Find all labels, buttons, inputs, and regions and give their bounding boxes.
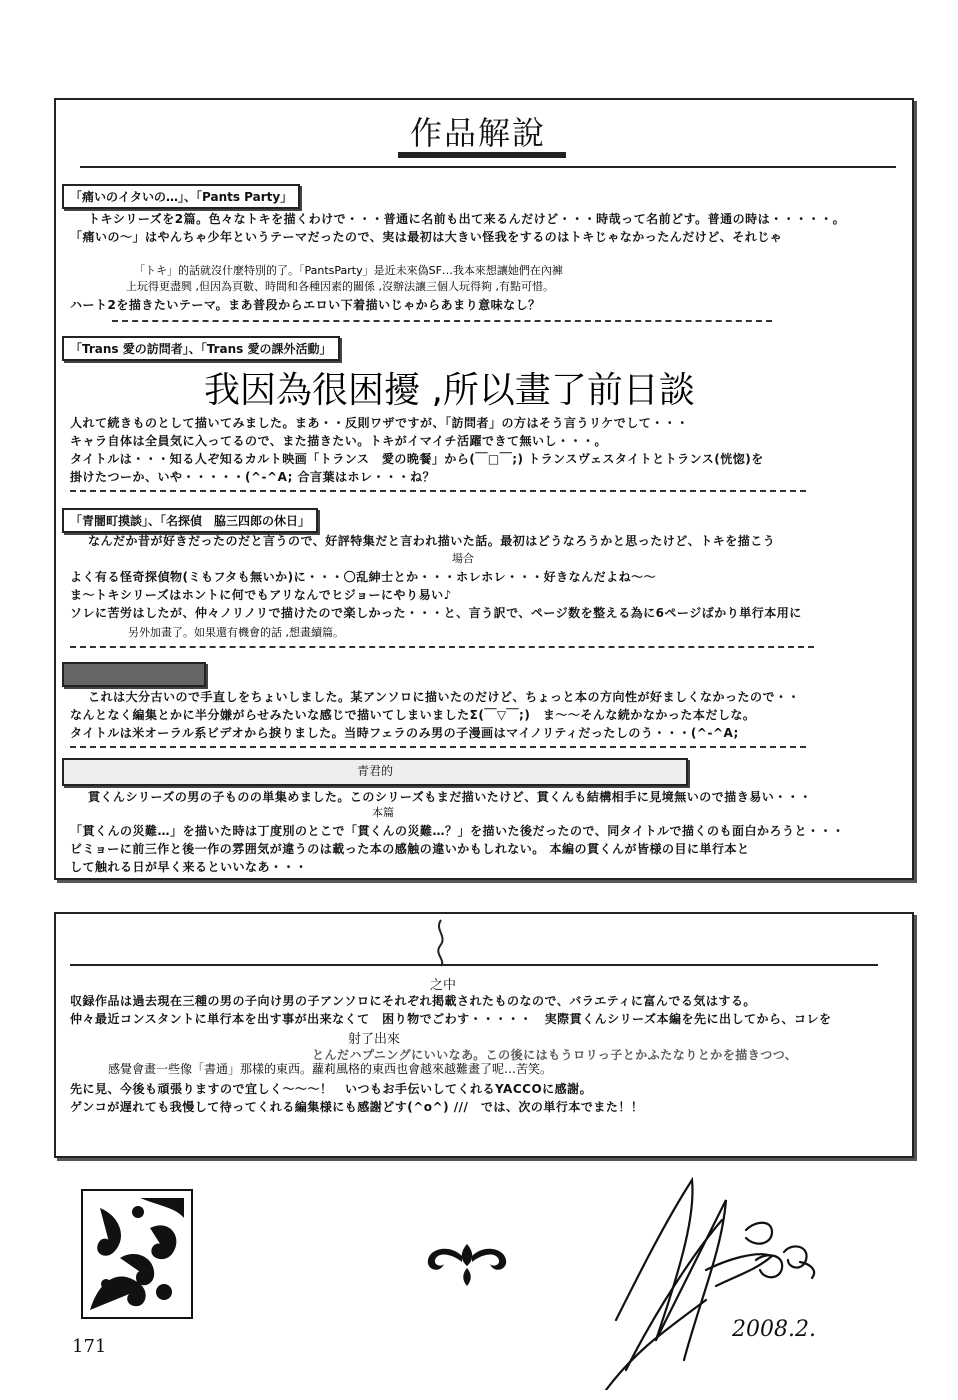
section-heading-4 xyxy=(62,662,206,687)
section3-text-3: ま～トキシリーズはホントに何でもアリなんでヒジョーにやり易い♪ xyxy=(70,588,452,602)
section5-translation-label: 本篇 xyxy=(372,806,394,819)
divider xyxy=(70,646,814,648)
afterword-translation: 感覺會畫一些像「書通」那樣的東西。蘿莉風格的東西也會越來越難畫了呢…苦笑。 xyxy=(108,1062,553,1076)
section3-translation-label: 場合 xyxy=(452,552,474,565)
section4-text-1: これは大分古いので手直しをちょいしました。某アンソロに描いたのだけど、ちょっと本の方向性が好ましくなかったので・・ xyxy=(88,690,801,704)
afterword-text-4: ゲンコが遅れても我慢して待ってくれる編集様にも感謝どす(^o^) /// では、次の単行本でまた！！ xyxy=(70,1100,644,1114)
signature-date: 2008.2. xyxy=(732,1317,816,1342)
afterword-text-2: 仲々最近コンスタントに単行本を出す事が出来なくて 困り物でごわす・・・・・ 実際貫くんシリーズ本編を先に出してから、コレを xyxy=(70,1012,832,1026)
section1-text-3: ハート2を描きたいテーマ。まあ普段からエロい下着描いじゃからあまり意味なし？ xyxy=(70,298,541,312)
afterword-text-partial: とんだハプニングにいいなあ。この後にはもうロリっ子とかふたなりとかを描きつつ、 xyxy=(312,1048,798,1062)
divider xyxy=(70,964,878,966)
page-number: 171 xyxy=(72,1336,107,1357)
section-heading-3: 「青闇町摸談」、「名探偵 脇三四郎の休日」 xyxy=(62,508,318,533)
section3-text-1: なんだか昔が好きだったのだと言うので、好評特集だと言われ描いた話。最初はどうなろうかと思ったけど、トキを描こう xyxy=(88,534,776,548)
section5-text-1: 貫くんシリーズの男の子ものの単集めました。このシリーズもまだ描いたけど、貫くんも結構相手に見境無いので描き易い・・・ xyxy=(88,790,812,804)
divider xyxy=(80,166,896,168)
section3-text-4: ソレに苦労はしたが、仲々ノリノリで描けたので楽しかった・・・と、言う訳で、ページ数を整える為に6ページばかり単行本用に xyxy=(70,606,802,620)
section1-translation-1: 「トキ」的話就沒什麼特別的了。「PantsParty」是近未來偽SF…我本來想讓她們在內褲 xyxy=(134,264,563,277)
afterword-panel xyxy=(54,912,914,1158)
section5-text-3: ビミョーに前三作と後一作の雰囲気が違うのは載った本の感触の違いかもしれない。 本編の貫くんが皆様の目に単行本と xyxy=(70,842,750,856)
divider xyxy=(70,746,806,748)
section-heading-1: 「痛いのイタいの…」、「Pants Party」 xyxy=(62,184,300,209)
section2-text-1: 人れて続きものとして描いてみました。まあ・・反則ワザですが、「訪問者」の方はそう言うリケでして・・・ xyxy=(70,416,689,430)
section5-text-4: して触れる日が早く来るといいなあ・・・ xyxy=(70,860,308,874)
section2-translation-title: 我因為很困擾 ,所以畫了前日談 xyxy=(204,370,695,411)
title-underline xyxy=(398,152,566,158)
afterword-text-1: 収録作品は過去現在三種の男の子向け男の子アンソロにそれぞれ掲載されたものなので、バラエティに富んでる気はする。 xyxy=(70,994,756,1008)
afterword-translation-label-1: 之中 xyxy=(430,978,457,993)
artist-signature xyxy=(596,1160,836,1390)
floral-corner-ornament xyxy=(80,1188,194,1320)
section1-text-1: トキシリーズを2篇。色々なトキを描くわけで・・・普通に名前も出て来るんだけど・・・時哉って名前どす。普通の時は・・・・・。 xyxy=(88,212,846,226)
section3-text-2: よく有る怪奇探偵物(ミもフタも無いか)に・・・〇乱紳士とか・・・ホレホレ・・・好きなんだよね～～ xyxy=(70,570,657,584)
section3-translation: 另外加畫了。如果還有機會的話 ,想畫續篇。 xyxy=(128,626,344,639)
divider xyxy=(112,320,772,322)
section4-text-2: なんとなく編集とかに半分嫌がらせみたいな感じで描いてしまいましたΣ(￣▽￣;) ま～～そんな続かなかった本だしな。 xyxy=(70,708,756,722)
section-heading-2: 「Trans 愛の訪問者」、「Trans 愛の課外活動」 xyxy=(62,336,340,361)
section-heading-5: 青君的 xyxy=(62,758,688,786)
section2-text-2: キャラ自体は全員気に入ってるので、また描きたい。トキがイマイチ活躍できて無いし・・・。 xyxy=(70,434,608,448)
section4-text-3: タイトルは米オーラル系ビデオから捩りました。当時フェラのみ男の子漫画はマイノリティだったしのう・・・(^-^A; xyxy=(70,726,739,740)
section2-text-4: 掛けたつーか、いや・・・・・(^-^A; 合言葉はホレ・・・ね？ xyxy=(70,470,436,484)
divider xyxy=(70,490,806,492)
flourish-ornament xyxy=(422,1238,512,1288)
afterword-translation-label-2: 射了出來 xyxy=(348,1032,401,1047)
afterword-text-3: 先に見、今後も頑張りますので宜しく～～～！ いつもお手伝いしてくれるYACCOに感謝。 xyxy=(70,1082,593,1096)
section1-text-2: 「痛いの～」はやんちゃ少年というテーマだったので、実は最初は大きい怪我をするのはトキじゃなかったんだけど、それじゃ xyxy=(70,230,783,244)
section5-text-2: 「貫くんの災難…」を描いた時は丁度別のとこで「貫くんの災難…？」を描いた後だったので、同タイトルで描くのも面白かろうと・・・ xyxy=(70,824,845,838)
squiggle-ornament xyxy=(430,918,452,968)
section2-text-3: タイトルは・・・知る人ぞ知るカルト映画「トランス 愛の晩餐」から(￣□￣;) トランスヴェスタイトとトランス(恍惚)を xyxy=(70,452,764,466)
page-title: 作品解說 xyxy=(410,114,547,152)
section1-translation-2: 上玩得更盡興 ,但因為頁數、時間和各種因素的關係 ,沒辦法讓三個人玩得夠 ,有點可惜。 xyxy=(126,280,554,293)
